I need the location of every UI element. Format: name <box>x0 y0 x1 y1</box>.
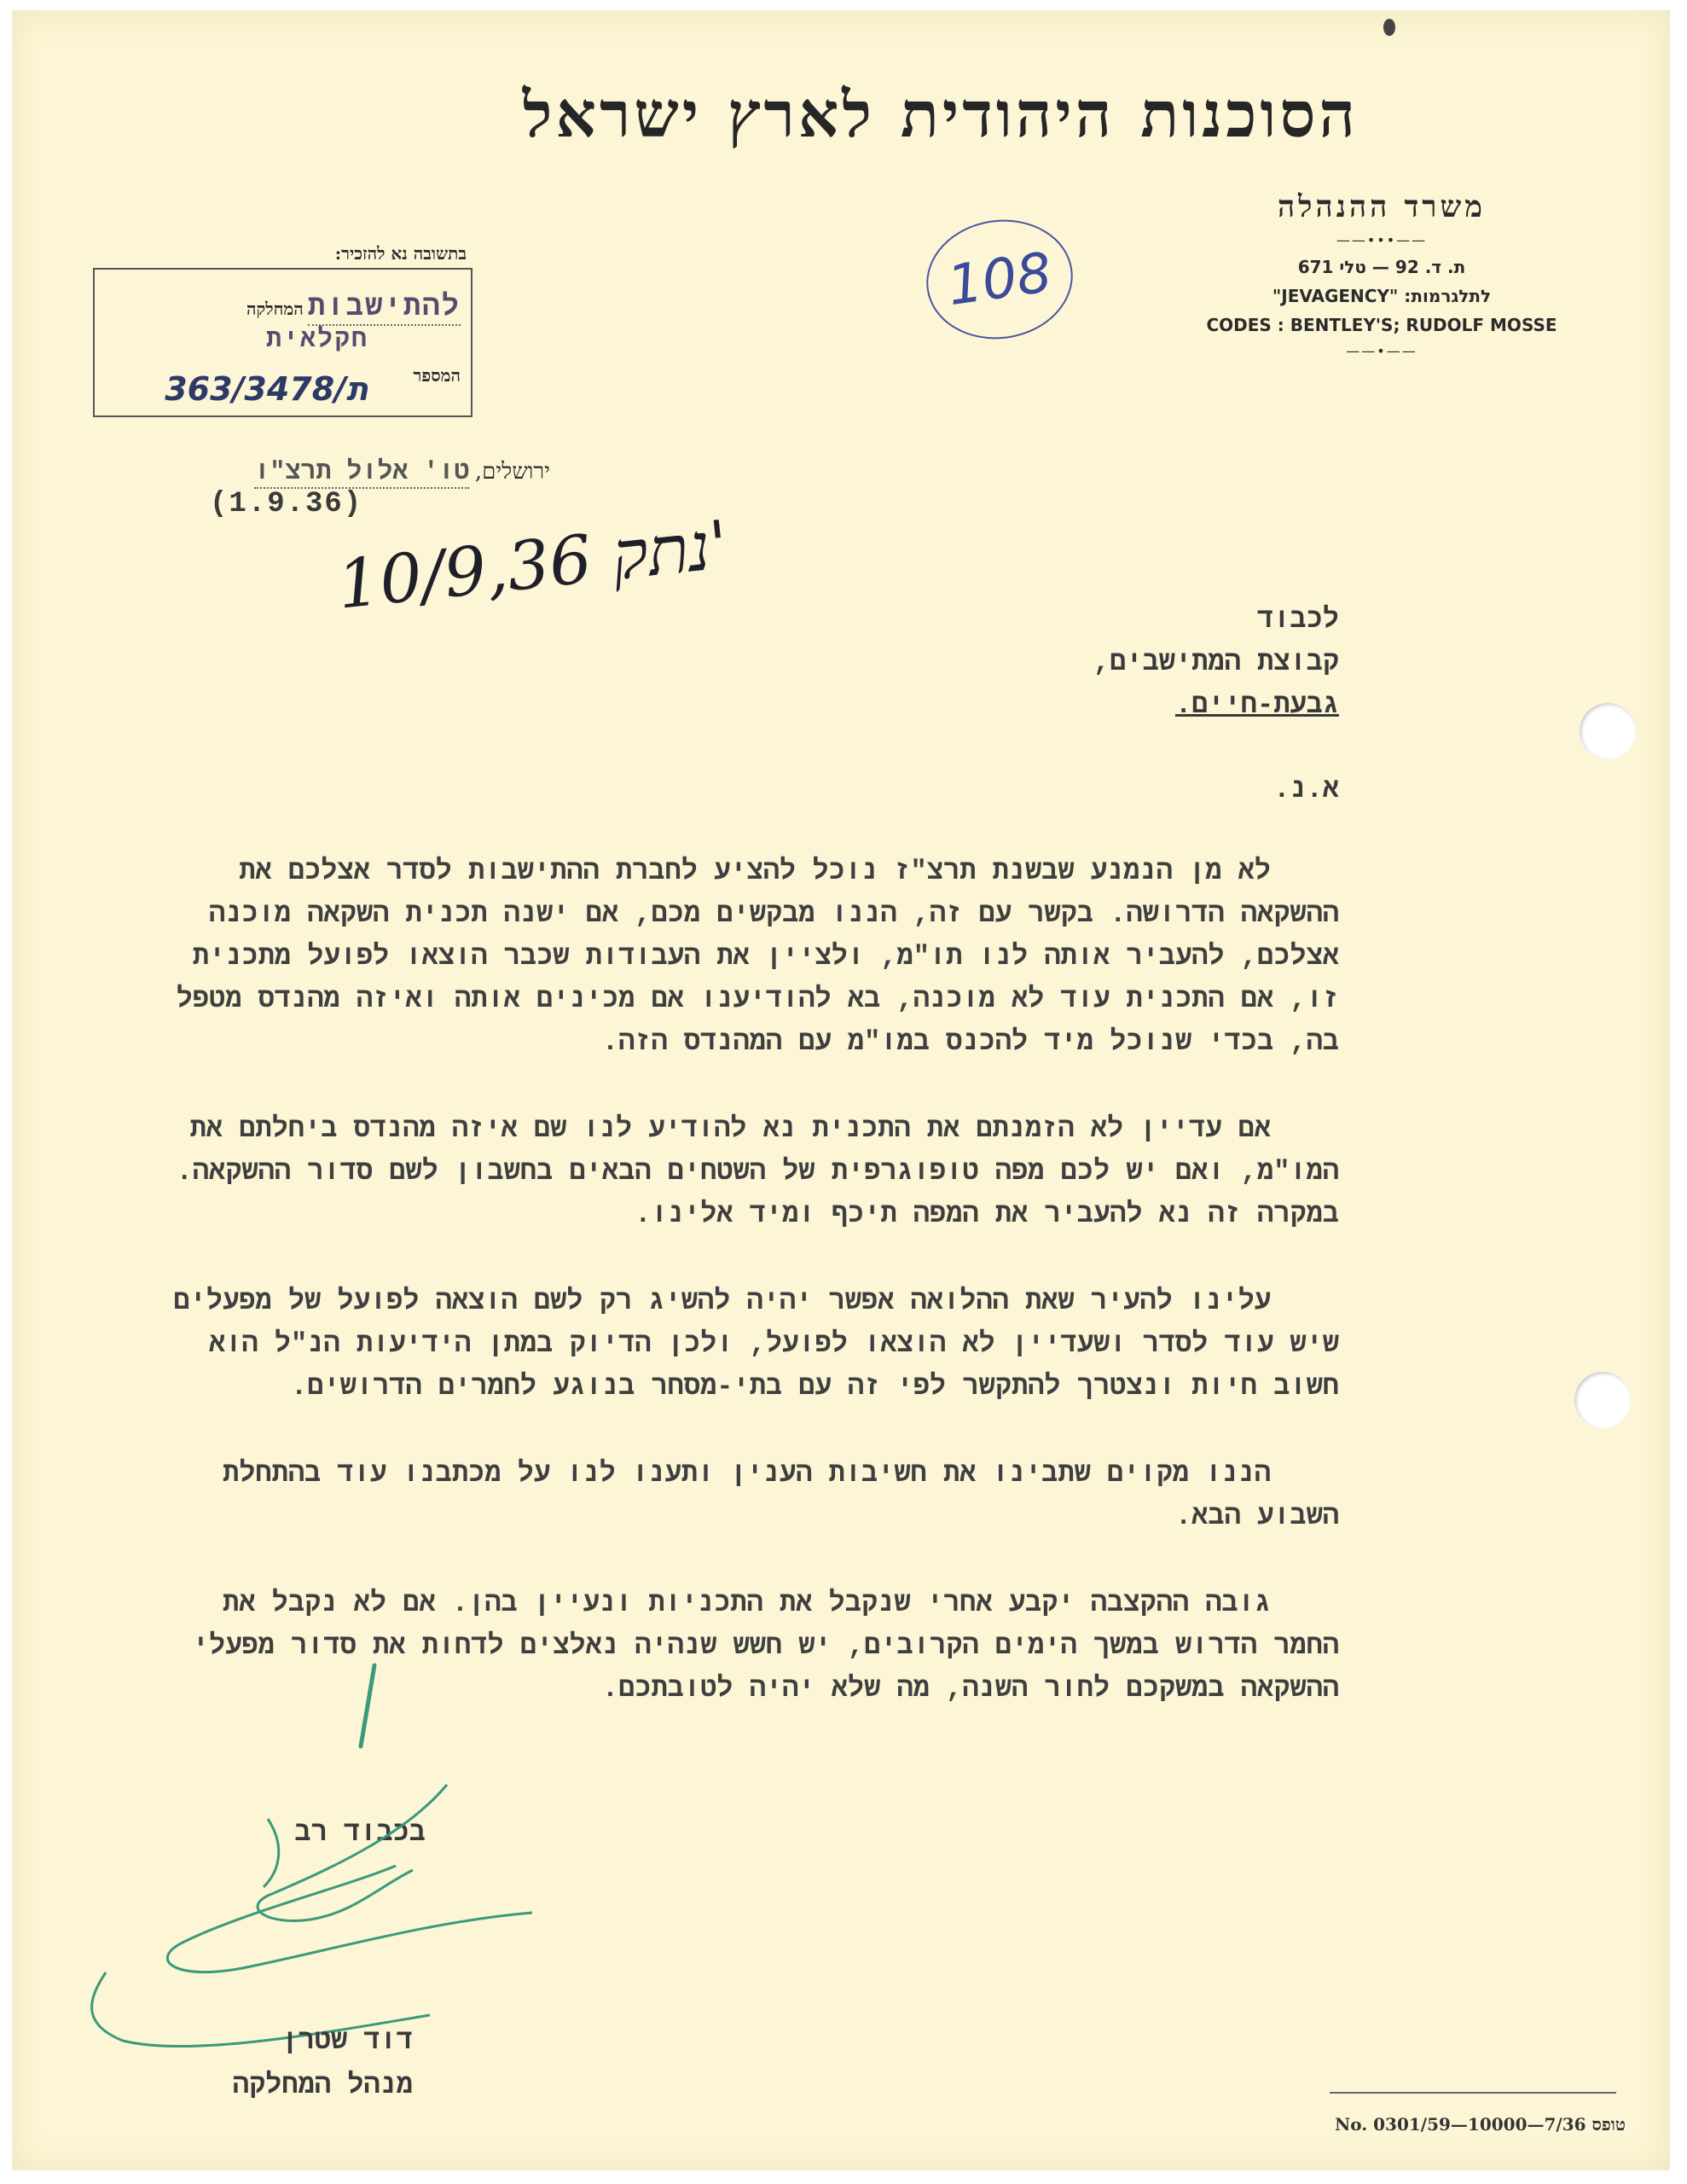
handwritten-date: 10/9,36 נתק' <box>333 507 733 624</box>
body-paragraph: לא מן הנמנע שבשנת תרצ"ז נוכל להציע לחברת ההתישבות לסדר אצלכם את ההשקאה הדרושה. בקשר עם זה, הננו מבקשים מכם, אם ישנה תכנית השקאה מוכנה אצלכם, להעביר אותה לנו תו"מ, ולציין את העבודות שכבר הוצאו לפועל מתכנית זו, אם התכנית עוד לא מוכנה, בא להודיענו אם מכינים אותה ואיזה מהנדס מטפל בה, בכדי שנוכל מיד להכנס במו"מ עם המהנדס הזה. <box>176 856 1339 1058</box>
green-check-mark <box>349 1661 383 1755</box>
number-label: המספר <box>413 365 461 386</box>
footer-rule <box>1330 2092 1616 2094</box>
address-line: ת. ד. 92 — טלי 671 <box>1297 257 1466 277</box>
salutation: א.נ. <box>1273 774 1339 805</box>
ornament-divider-2: ——•—— <box>1346 343 1417 359</box>
number-row <box>414 365 461 386</box>
signatory-block <box>157 2019 413 2108</box>
closing: בכבוד רב <box>294 1817 426 1849</box>
file-number-circle <box>919 211 1081 349</box>
addressee-line-1: קבוצת המתישבים, <box>1093 647 1339 678</box>
punch-hole-bottom <box>1574 1372 1631 1428</box>
codes-line: CODES : BENTLEY'S; RUDOLF MOSSE <box>1206 315 1557 335</box>
addressee-line-2: גבעת-חיים. <box>1174 689 1339 721</box>
file-number: 108 <box>943 241 1056 318</box>
department-label: המחלקה <box>246 299 304 319</box>
addressee-block <box>742 599 1339 727</box>
reply-note: בתשובה נא להזכיר: <box>334 243 467 264</box>
body-paragraph: עלינו להעיר שאת ההלואה אפשר יהיה להשיג רק לשם הוצאה לפועל של מפעלים שיש עוד לסדר ושעדיין לא הוצאו לפועל, ולכן הדיוק במתן הידיעות הנ"ל הוא חשוב חיות ונצטרך להתקשר לפי זה עם בתי-מסחר בנוגע לחמרים הדרושים. <box>173 1286 1339 1403</box>
body-paragraph: הננו מקוים שתבינו את חשיבות הענין ותענו לנו על מכתבנו עוד בהתחלת השבוע הבא. <box>223 1458 1339 1532</box>
letter-body <box>158 851 1339 1755</box>
body-paragraph: אם עדיין לא הזמנתם את התכנית נא להודיע לנו שם איזה מהנדס ביחלתם את המו"מ, ואם יש לכם מפה טופוגרפית של השטחים הבאים בחשבון לשם סדור ההשקאה. במקרה זה נא להעביר את המפה תיכף ומיד אלינו. <box>176 1113 1339 1230</box>
form-number: טופס No. 0301/59—10000—7/36 <box>1334 2114 1626 2135</box>
gregorian-date: (1.9.36) <box>210 488 363 520</box>
handwritten-signature <box>72 1768 549 2058</box>
place-label: ירושלים, <box>474 459 550 485</box>
office-title: משרד ההנהלה <box>1277 189 1487 224</box>
department-value-2: חקלאית <box>265 326 368 355</box>
department-row <box>246 292 461 326</box>
ornament-divider: ——•••—— <box>1336 232 1428 248</box>
letterhead-block <box>1203 189 1561 366</box>
place-date-line <box>94 458 550 489</box>
punch-hole-top <box>1580 703 1636 759</box>
department-value: להתישבות <box>307 292 461 324</box>
agency-name: הסוכנות היהודית לארץ ישראל <box>522 78 1359 152</box>
telegram-line: "JEVAGENCY" :לתלגרמות <box>1272 286 1492 306</box>
letter-sheet <box>12 10 1670 2170</box>
signatory-title: מנהל המחלקה <box>232 2070 413 2101</box>
reference-number: 363/ת/3478 <box>165 370 368 408</box>
signatory-name: דוד שטרן <box>281 2025 413 2057</box>
ink-dot <box>1383 19 1395 36</box>
hebrew-date: טו' אלול תרצ"ו <box>254 458 470 487</box>
reference-box <box>93 268 472 417</box>
body-paragraph: גובה ההקצבה יקבע אחרי שנקבל את התכניות ונעיין בהן. אם לא נקבל את החמר הדרוש במשך הימים הקרובים, יש חשש שנהיה נאלצים לדחות את סדור מפעלי ההשקאה במשקכם לחור השנה, מה שלא יהיה לטובתכם. <box>192 1588 1339 1705</box>
addressee-label: לכבוד <box>1256 604 1339 636</box>
